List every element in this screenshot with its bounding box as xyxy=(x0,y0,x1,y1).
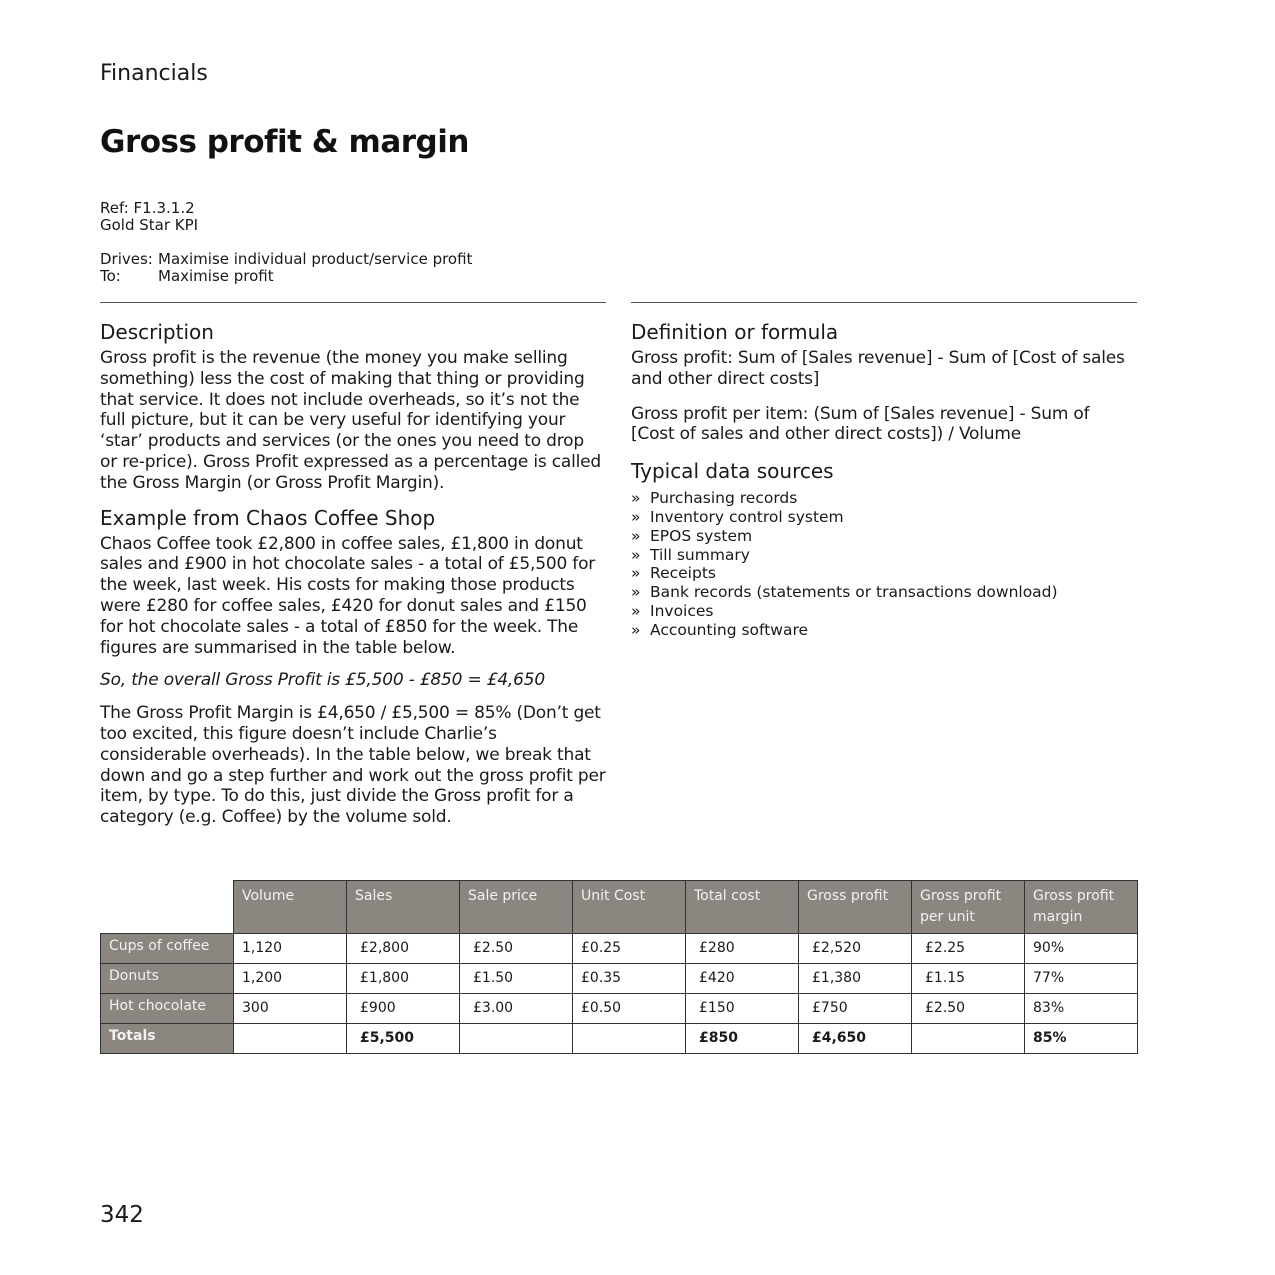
to-label: To: xyxy=(100,267,121,285)
table-cell: 85% xyxy=(1025,1024,1138,1054)
table-cell: £750 xyxy=(799,994,912,1024)
example-heading: Example from Chaos Coffee Shop xyxy=(100,505,436,530)
page-number: 342 xyxy=(100,1202,144,1228)
table-cell: 1,120 xyxy=(234,934,347,964)
description-text: Gross profit is the revenue (the money you make selling something) less the cost of making that thing or providing that service. It does not include overheads, so it’s not the full picture, but it can be very useful for identifying your ‘star’ products and services (or the ones you need to drop or re-price). Gross Profit expressed as a percentage is called the Gross Margin (or Gross Profit Margin). xyxy=(100,348,601,493)
gross-profit-table xyxy=(100,880,1138,1054)
table-cell: £900 xyxy=(347,994,460,1024)
table-cell: £150 xyxy=(686,994,799,1024)
right-column xyxy=(631,320,1137,640)
table-cell: £2.25 xyxy=(912,934,1025,964)
table-cell: £3.00 xyxy=(460,994,573,1024)
list-item: » EPOS system xyxy=(631,527,1137,546)
row-header: Cups of coffee xyxy=(101,934,234,964)
left-divider xyxy=(100,302,606,303)
table-cell: £850 xyxy=(686,1024,799,1054)
table-cell: 83% xyxy=(1025,994,1138,1024)
table-cell xyxy=(234,1024,347,1054)
table-cell: £280 xyxy=(686,934,799,964)
sources-heading: Typical data sources xyxy=(631,459,834,484)
table-cell: £0.50 xyxy=(573,994,686,1024)
drives-block xyxy=(100,251,472,285)
list-item: » Till summary xyxy=(631,546,1137,565)
list-item: » Accounting software xyxy=(631,621,1137,640)
table-cell xyxy=(912,1024,1025,1054)
sources-list xyxy=(631,489,1137,639)
list-item: » Inventory control system xyxy=(631,508,1137,527)
column-header: Unit Cost xyxy=(573,881,686,934)
column-header: Sales xyxy=(347,881,460,934)
drives-label: Drives: xyxy=(100,250,153,268)
section-label: Financials xyxy=(100,61,208,86)
table-header-row xyxy=(101,881,1138,934)
column-header: Gross profit per unit xyxy=(912,881,1025,934)
description-heading: Description xyxy=(100,320,214,344)
table-cell: £2.50 xyxy=(460,934,573,964)
table-cell: £1.15 xyxy=(912,964,1025,994)
ref-block xyxy=(100,200,198,234)
formula-gross-profit-per-item: Gross profit per item: (Sum of [Sales revenue] - Sum of [Cost of sales and other direct costs]) / Volume xyxy=(631,403,1090,445)
to-value: Maximise profit xyxy=(158,267,274,285)
table-cell: 90% xyxy=(1025,934,1138,964)
list-item: » Bank records (statements or transactions download) xyxy=(631,583,1137,602)
table-cell: £2,800 xyxy=(347,934,460,964)
table-cell: 77% xyxy=(1025,964,1138,994)
table-cell: £0.35 xyxy=(573,964,686,994)
column-header: Volume xyxy=(234,881,347,934)
drives-value: Maximise individual product/service profit xyxy=(158,250,473,268)
table-cell: £2,520 xyxy=(799,934,912,964)
row-header: Totals xyxy=(101,1024,234,1054)
table-cell xyxy=(573,1024,686,1054)
column-header: Gross profit margin xyxy=(1025,881,1138,934)
example-paragraph-1: Chaos Coffee took £2,800 in coffee sales, £1,800 in donut sales and £900 in hot chocolate sales - a total of £5,500 for the week, last week. His costs for making those products were £280 for coffee sales, £420 for donut sales and £150 for hot chocolate sales - a total of £850 for the week. The figures are summarised in the table below. xyxy=(100,533,596,658)
list-item: » Purchasing records xyxy=(631,489,1137,508)
right-divider xyxy=(631,302,1137,303)
table-cell: £2.50 xyxy=(912,994,1025,1024)
table-cell: £1,800 xyxy=(347,964,460,994)
left-column xyxy=(100,320,606,828)
table-cell: £420 xyxy=(686,964,799,994)
row-header: Hot chocolate xyxy=(101,994,234,1024)
table-row xyxy=(101,994,1138,1024)
example-paragraph-3: The Gross Profit Margin is £4,650 / £5,500 = 85% (Don’t get too excited, this figure doesn’t include Charlie’s considerable overheads). In the table below, we break that down and go a step further and work out the gross profit per item, by type. To do this, just divide the Gross profit for a category (e.g. Coffee) by the volume sold. xyxy=(100,703,606,828)
list-item: » Receipts xyxy=(631,564,1137,583)
row-header: Donuts xyxy=(101,964,234,994)
table-cell: £1,380 xyxy=(799,964,912,994)
column-header: Total cost xyxy=(686,881,799,934)
example-paragraph-2: So, the overall Gross Profit is £5,500 - £850 = £4,650 xyxy=(100,670,545,691)
formula-gross-profit: Gross profit: Sum of [Sales revenue] - Sum of [Cost of sales and other direct costs] xyxy=(631,348,1125,389)
table-cell: £4,650 xyxy=(799,1024,912,1054)
definition-heading: Definition or formula xyxy=(631,320,839,344)
table-cell: £0.25 xyxy=(573,934,686,964)
column-header: Gross profit xyxy=(799,881,912,934)
table-totals-row xyxy=(101,1024,1138,1054)
table-cell: £5,500 xyxy=(347,1024,460,1054)
table-cell: £1.50 xyxy=(460,964,573,994)
column-header: Sale price xyxy=(460,881,573,934)
table-corner xyxy=(101,881,234,934)
table-row xyxy=(101,934,1138,964)
table-cell xyxy=(460,1024,573,1054)
kpi-label: Gold Star KPI xyxy=(100,216,199,234)
page-title: Gross profit & margin xyxy=(100,124,469,160)
table-row xyxy=(101,964,1138,994)
table-cell: 1,200 xyxy=(234,964,347,994)
list-item: » Invoices xyxy=(631,602,1137,621)
table-cell: 300 xyxy=(234,994,347,1024)
ref-code: Ref: F1.3.1.2 xyxy=(100,199,195,217)
